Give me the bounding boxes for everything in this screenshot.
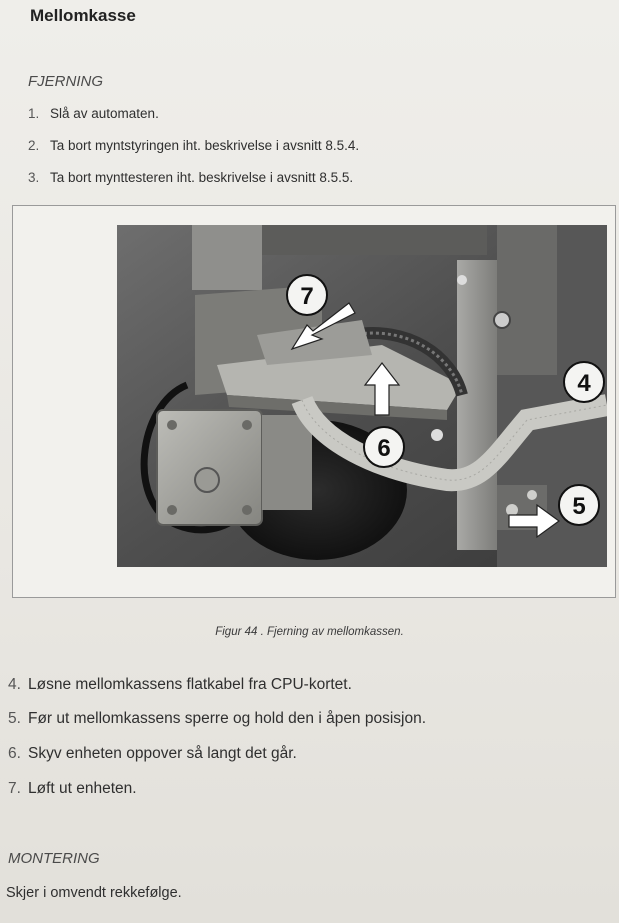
section-heading-mounting: MONTERING (8, 850, 100, 867)
page-title: Mellomkasse (30, 6, 136, 25)
callout-4 (564, 362, 604, 402)
removal-step-3 (28, 170, 353, 185)
callout-7 (287, 275, 327, 315)
step-number: 2. (28, 138, 40, 153)
figure-photo (117, 225, 607, 567)
removal-step-5 (8, 710, 426, 728)
callout-6 (364, 427, 404, 467)
removal-step-2 (28, 138, 359, 153)
step-number: 6. (8, 745, 21, 762)
callout-label: 6 (377, 435, 391, 462)
step-text: Løsne mellomkassens flatkabel fra CPU-kortet. (28, 676, 352, 693)
callout-label: 5 (572, 493, 586, 520)
step-text: Slå av automaten. (50, 106, 159, 121)
callout-5 (559, 485, 599, 525)
removal-step-4 (8, 676, 352, 694)
step-text: Skyv enheten oppover så langt det går. (28, 745, 297, 762)
callout-label: 4 (577, 370, 591, 397)
callout-label: 7 (300, 283, 314, 310)
step-number: 1. (28, 106, 40, 121)
step-text: Før ut mellomkassens sperre og hold den i åpen posisjon. (28, 710, 427, 727)
removal-step-7 (8, 780, 137, 798)
step-number: 4. (8, 676, 21, 693)
step-text: Løft ut enheten. (28, 780, 137, 797)
step-number: 3. (28, 170, 40, 185)
step-number: 7. (8, 780, 21, 797)
removal-step-6 (8, 745, 297, 763)
step-text: Ta bort myntstyringen iht. beskrivelse i avsnitt 8.5.4. (50, 138, 360, 153)
figure-caption: Figur 44 . Fjerning av mellomkassen. (215, 626, 404, 638)
mounting-text: Skjer i omvendt rekkefølge. (6, 885, 182, 901)
step-number: 5. (8, 710, 21, 727)
removal-step-1 (28, 106, 159, 121)
section-heading-removal: FJERNING (28, 73, 103, 90)
step-text: Ta bort mynttesteren iht. beskrivelse i avsnitt 8.5.5. (50, 170, 354, 185)
